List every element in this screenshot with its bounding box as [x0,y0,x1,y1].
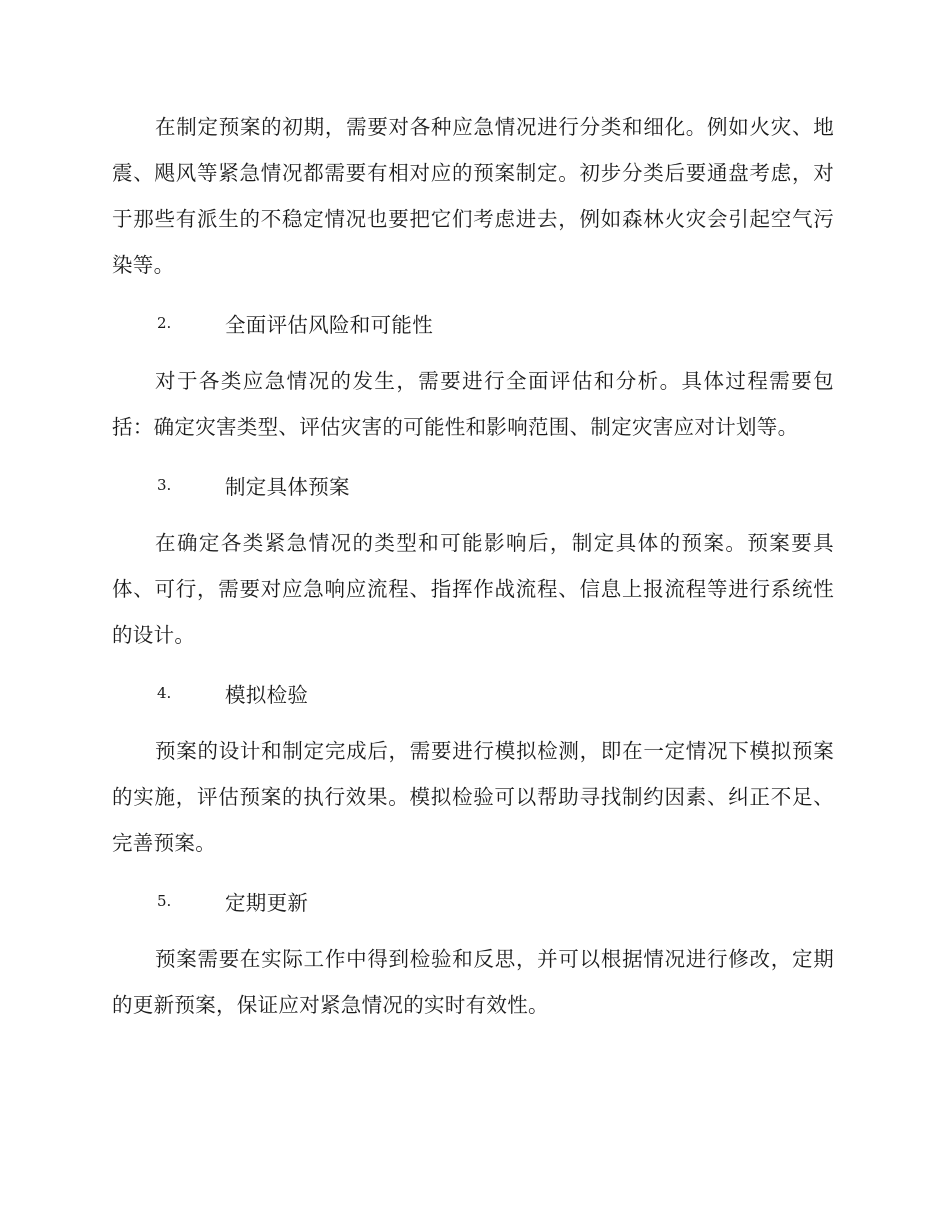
section-title: 制定具体预案 [225,475,350,499]
section-title: 模拟检验 [225,683,309,707]
section-number: 4. [157,684,172,702]
section-number: 3. [157,476,172,494]
section-number: 5. [157,892,172,910]
section-title: 定期更新 [225,891,309,915]
paragraph-simulation: 预案的设计和制定完成后，需要进行模拟检测，即在一定情况下模拟预案的实施，评估预案的执行效果。模拟检验可以帮助寻找制约因素、纠正不足、完善预案。 [112,739,834,855]
section-title: 全面评估风险和可能性 [225,313,433,337]
section-number: 2. [157,314,172,332]
section-heading-2 [112,300,834,346]
document-page [112,104,834,1028]
section-heading-4 [112,670,834,716]
paragraph-regular-update: 预案需要在实际工作中得到检验和反思，并可以根据情况进行修改，定期的更新预案，保证应对紧急情况的实时有效性。 [112,947,834,1017]
paragraph-risk-assessment: 对于各类应急情况的发生，需要进行全面评估和分析。具体过程需要包括：确定灾害类型、评估灾害的可能性和影响范围、制定灾害应对计划等。 [112,369,834,439]
section-heading-3 [112,462,834,508]
paragraph-classification: 在制定预案的初期，需要对各种应急情况进行分类和细化。例如火灾、地震、飓风等紧急情况都需要有相对应的预案制定。初步分类后要通盘考虑，对于那些有派生的不稳定情况也要把它们考虑进去，例如森林火灾会引起空气污染等。 [112,115,834,277]
paragraph-specific-plan: 在确定各类紧急情况的类型和可能影响后，制定具体的预案。预案要具体、可行，需要对应急响应流程、指挥作战流程、信息上报流程等进行系统性的设计。 [112,531,834,647]
section-heading-5 [112,878,834,924]
